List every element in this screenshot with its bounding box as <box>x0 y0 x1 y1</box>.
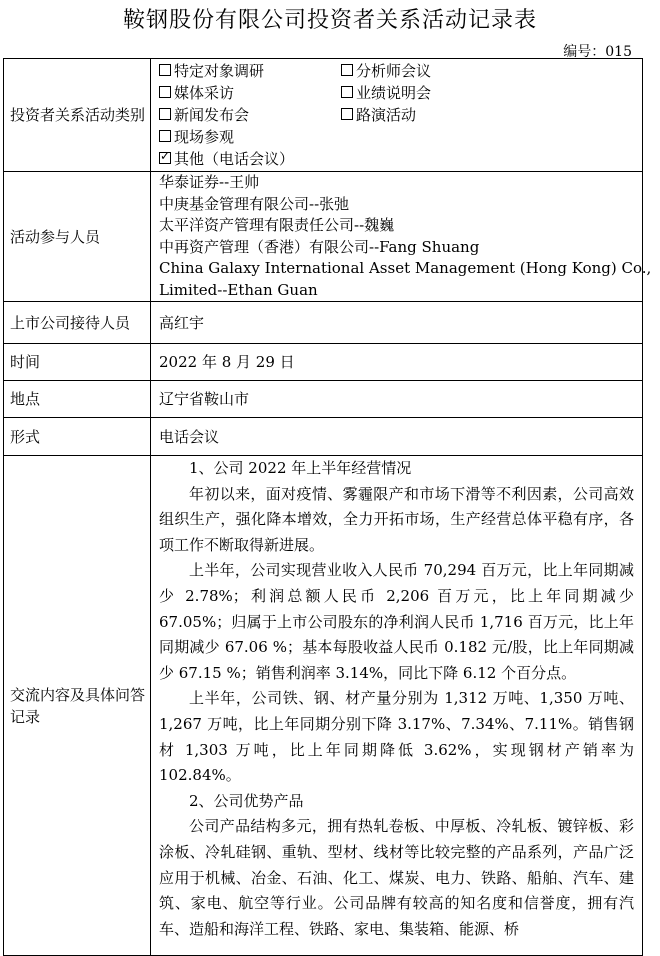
row-receptionist <box>4 302 643 344</box>
paragraph: 上半年，公司实现营业收入人民币 70,294 百万元，比上年同期减少 2.78%；利润总额人民币 2,206 百万元，比上年同期减少 67.05%；归属于上市公司股东的净利润人民币 1,716 百万元，比上年同期减少 67.06 %；基本每股收益人民币 0.182 元/股，比上年同期减少 67.15 %；销售利润率 3.14%，同比下降 6.12 个百分点。 <box>159 561 634 682</box>
checkbox-icon <box>159 86 171 98</box>
participants-label: 活动参与人员 <box>4 172 151 302</box>
location-label: 地点 <box>4 381 151 418</box>
row-time <box>4 344 643 381</box>
category-option: 分析师会议 <box>341 60 541 82</box>
category-option: 特定对象调研 <box>159 60 341 82</box>
record-table <box>3 58 652 956</box>
category-option: 媒体采访 <box>159 82 341 104</box>
row-content <box>4 456 643 956</box>
section-heading: 1、公司 2022 年上半年经营情况 <box>189 459 412 477</box>
category-option: 现场参观 <box>159 126 341 148</box>
category-option-checked: ✓其他（电话会议） <box>159 148 341 170</box>
checkbox-icon <box>159 108 171 120</box>
checkbox-icon <box>159 130 171 142</box>
receptionist-label: 上市公司接待人员 <box>4 302 151 344</box>
participant: 中再资产管理（香港）有限公司--Fang Shuang <box>159 237 480 256</box>
category-option: 业绩说明会 <box>341 82 541 104</box>
location-value: 辽宁省鞍山市 <box>151 381 643 418</box>
participant: China Galaxy International Asset Management (Hong Kong) Co., <box>159 259 652 277</box>
format-value: 电话会议 <box>151 418 643 456</box>
checkbox-icon <box>341 64 353 76</box>
receptionist-value: 高红宇 <box>151 302 643 344</box>
checked-box-icon <box>159 152 171 164</box>
section-heading: 2、公司优势产品 <box>189 791 304 810</box>
document-number: 编号：015 <box>563 44 632 60</box>
row-location <box>4 381 643 418</box>
participant: 中庚基金管理有限公司--张弛 <box>159 194 350 213</box>
content-body <box>151 456 643 956</box>
checkbox-icon <box>341 86 353 98</box>
paragraph: 年初以来，面对疫情、雾霾限产和市场下滑等不利因素，公司高效组织生产，强化降本增效，全力开拓市场，生产经营总体平稳有序，各项工作不断取得新进展。 <box>159 484 634 554</box>
time-value: 2022 年 8 月 29 日 <box>151 344 643 381</box>
paragraph: 上半年，公司铁、钢、材产量分别为 1,312 万吨、1,350 万吨、1,267 万吨，比上年同期分别下降 3.17%、7.34%、7.11%。销售钢材 1,303 万吨，比上年同期降低 3.62%，实现钢材产销率为 102.84%。 <box>159 689 634 785</box>
checkbox-icon <box>159 64 171 76</box>
row-format <box>4 418 643 456</box>
participant: 太平洋资产管理有限责任公司--魏巍 <box>159 216 395 234</box>
category-option: 新闻发布会 <box>159 104 341 126</box>
participant: Limited--Ethan Guan <box>159 280 318 299</box>
category-label: 投资者关系活动类别 <box>4 59 151 172</box>
participant: 华泰证券--王帅 <box>159 173 260 191</box>
row-category <box>4 59 643 172</box>
format-label: 形式 <box>4 418 151 456</box>
category-options <box>151 59 643 172</box>
category-option: 路演活动 <box>341 104 541 126</box>
participants-list <box>151 172 652 302</box>
checkbox-icon <box>341 108 353 120</box>
time-label: 时间 <box>4 344 151 381</box>
page-title: 鞍钢股份有限公司投资者关系活动记录表 <box>122 8 537 33</box>
row-participants <box>4 172 643 302</box>
paragraph: 公司产品结构多元，拥有热轧卷板、中厚板、冷轧板、镀锌板、彩涂板、冷轧硅钢、重轨、型材、线材等比较完整的产品系列，产品广泛应用于机械、冶金、石油、化工、煤炭、电力、铁路、船舶、汽车、建筑、家电、航空等行业。公司品牌有较高的知名度和信誉度，拥有汽车、造船和海洋工程、铁路、家电、集装箱、能源、桥 <box>159 817 634 938</box>
content-label: 交流内容及具体问答记录 <box>4 456 151 956</box>
